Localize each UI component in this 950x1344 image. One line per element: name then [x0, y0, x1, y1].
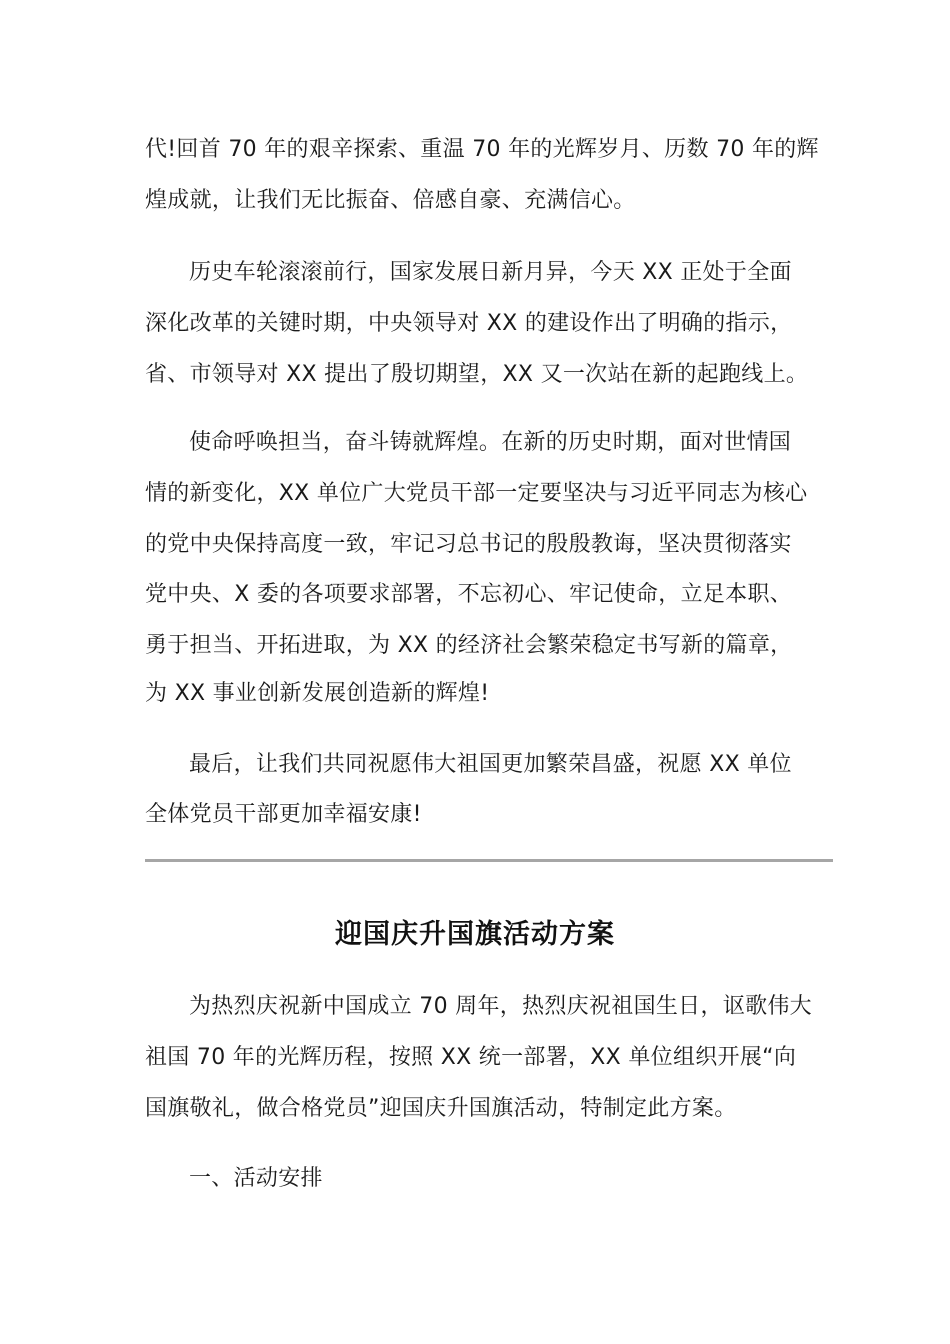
- text-line: 深化改革的关键时期，中央领导对 XX 的建设作出了明确的指示，: [145, 311, 793, 336]
- text-line: 祖国 70 年的光辉历程，按照 XX 统一部署，XX 单位组织开展“向: [145, 1045, 797, 1070]
- text-line: 情的新变化，XX 单位广大党员干部一定要坚决与习近平同志为核心: [145, 481, 808, 506]
- text-line: 全体党员干部更加幸福安康!: [145, 802, 422, 827]
- section-heading: 一、活动安排: [189, 1166, 323, 1191]
- text-line: 代!回首 70 年的艰辛探索、重温 70 年的光辉岁月、历数 70 年的辉: [145, 137, 819, 162]
- text-line: 党中央、X 委的各项要求部署，不忘初心、牢记使命，立足本职、: [145, 582, 793, 607]
- text-line: 省、市领导对 XX 提出了殷切期望，XX 又一次站在新的起跑线上。: [145, 362, 809, 387]
- text-line: 使命呼唤担当，奋斗铸就辉煌。在新的历史时期，面对世情国: [189, 430, 792, 455]
- text-line: 的党中央保持高度一致，牢记习总书记的殷殷教诲，坚决贯彻落实: [145, 532, 792, 557]
- text-line: 煌成就，让我们无比振奋、倍感自豪、充满信心。: [145, 188, 636, 213]
- text-line: 为热烈庆祝新中国成立 70 周年，热烈庆祝祖国生日，讴歌伟大: [189, 994, 812, 1019]
- text-line: 为 XX 事业创新发展创造新的辉煌!: [145, 681, 490, 706]
- document-title: 迎国庆升国旗活动方案: [335, 919, 615, 950]
- text-line: 勇于担当、开拓进取，为 XX 的经济社会繁荣稳定书写新的篇章，: [145, 633, 793, 658]
- text-line: 最后，让我们共同祝愿伟大祖国更加繁荣昌盛，祝愿 XX 单位: [189, 752, 792, 777]
- text-line: 历史车轮滚滚前行，国家发展日新月异，今天 XX 正处于全面: [189, 260, 792, 285]
- section-divider: [145, 859, 833, 862]
- text-line: 国旗敬礼，做合格党员”迎国庆升国旗活动，特制定此方案。: [145, 1096, 737, 1121]
